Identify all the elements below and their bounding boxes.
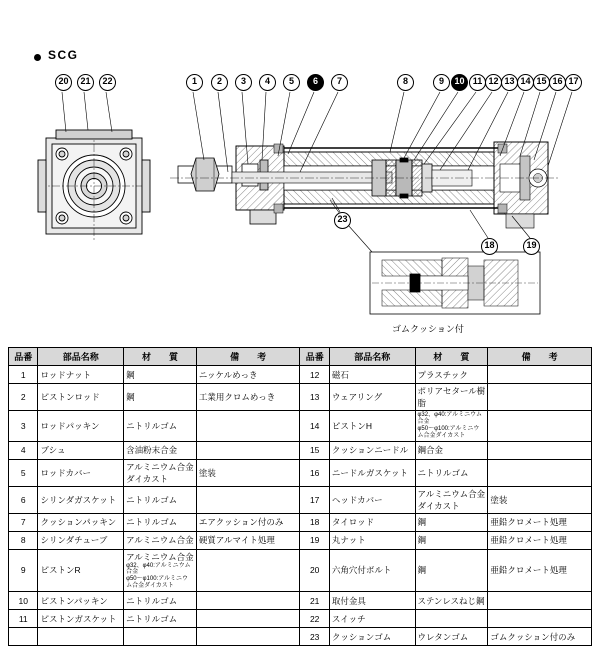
th-no-left: 品番 [9,348,38,366]
cell-remark: 塗装 [488,486,592,513]
cell-no: 12 [300,366,329,384]
cell-name: スイッチ [329,610,415,628]
cell-remark: 工業用クロムめっき [196,384,300,411]
cell-name: 六角穴付ボルト [329,549,415,592]
cell-material: アルミニウム合金ダイカスト [124,459,197,486]
cell-material [415,610,488,628]
cell-remark [196,411,300,442]
cell-name: ピストンR [38,549,124,592]
cell-name: ロッドパッキン [38,411,124,442]
table-row [9,411,592,442]
cell-remark [488,441,592,459]
cell-material: 鋼 [415,549,488,592]
cell-material: ニトリルゴム [124,610,197,628]
th-mat-right: 材 質 [415,348,488,366]
callout-18: 18 [481,238,498,255]
cell-no: 16 [300,459,329,486]
cell-material: ニトリルゴム [124,513,197,531]
cell-name: クッションパッキン [38,513,124,531]
th-name-right: 部品名称 [329,348,415,366]
table-row [9,366,592,384]
cell-name: タイロッド [329,513,415,531]
cell-remark [196,486,300,513]
callout-14: 14 [517,74,534,91]
cell-no: 2 [9,384,38,411]
cell-name: 磁石 [329,366,415,384]
callout-10: 10 [451,74,468,91]
th-rem-right: 備 考 [488,348,592,366]
cell-no: 1 [9,366,38,384]
cell-no: 3 [9,411,38,442]
callout-3: 3 [235,74,252,91]
cell-name: シリンダガスケット [38,486,124,513]
callout-9: 9 [433,74,450,91]
table-row [9,592,592,610]
table-row [9,384,592,411]
page-title: SCG [48,48,79,62]
cell-remark [488,592,592,610]
cell-material: 鋼合金 [415,441,488,459]
cell-material: アルミニウム合金 φ32、φ40:アルミニウム合金 φ50～φ100:アルミニウム合金ダイカスト [124,549,197,592]
leader-lines-left [62,92,112,132]
cell-remark [196,628,300,646]
cell-remark [196,441,300,459]
th-rem-left: 備 考 [196,348,300,366]
callout-15: 15 [533,74,550,91]
cell-no: 8 [9,531,38,549]
assembly-drawing [0,60,600,340]
cell-remark [488,366,592,384]
cell-no: 9 [9,549,38,592]
callout-1: 1 [186,74,203,91]
cell-name: シリンダチューブ [38,531,124,549]
cell-material: ニトリルゴム [124,486,197,513]
cell-no: 20 [300,549,329,592]
drawing-svg [0,60,600,340]
callout-21: 21 [77,74,94,91]
cell-material: 鋼 [124,366,197,384]
cell-no [9,628,38,646]
cell-material: ニトリルゴム [124,411,197,442]
table-header-row [9,348,592,366]
callout-8: 8 [397,74,414,91]
cell-remark: ニッケルめっき [196,366,300,384]
callout-17: 17 [565,74,582,91]
cell-no: 18 [300,513,329,531]
cell-name: クッションゴム [329,628,415,646]
cell-material: 鋼 [415,531,488,549]
cell-remark [488,610,592,628]
cell-no: 21 [300,592,329,610]
table-row [9,549,592,592]
callout-12: 12 [485,74,502,91]
callout-7: 7 [331,74,348,91]
cell-no: 22 [300,610,329,628]
cell-no: 17 [300,486,329,513]
cell-name: ロッドナット [38,366,124,384]
cell-no: 7 [9,513,38,531]
cell-no: 10 [9,592,38,610]
cell-name: ロッドカバー [38,459,124,486]
table-row [9,459,592,486]
cell-remark [196,610,300,628]
cell-material: 鋼 [124,384,197,411]
callout-20: 20 [55,74,72,91]
parts-table [8,347,592,646]
callout-16: 16 [549,74,566,91]
cell-name [38,628,124,646]
cell-material: ウレタンゴム [415,628,488,646]
cell-name: ニードルガスケット [329,459,415,486]
cell-remark [196,549,300,592]
cell-no: 4 [9,441,38,459]
cell-remark: 硬質アルマイト処理 [196,531,300,549]
cell-no: 11 [9,610,38,628]
cell-name: 丸ナット [329,531,415,549]
cell-no: 15 [300,441,329,459]
cell-name: ピストンパッキン [38,592,124,610]
table-row [9,513,592,531]
th-mat-left: 材 質 [124,348,197,366]
cell-no: 5 [9,459,38,486]
callout-11: 11 [469,74,486,91]
cell-material: φ32、φ40:アルミニウム合金 φ50～φ100:アルミニウム合金ダイカスト [415,411,488,442]
callout-5: 5 [283,74,300,91]
callout-2: 2 [211,74,228,91]
parts-table-wrapper [8,347,592,646]
cell-material: アルミニウム合金ダイカスト [415,486,488,513]
cell-remark: エアクッション付のみ [196,513,300,531]
cell-no: 23 [300,628,329,646]
table-row [9,610,592,628]
cell-material: ポリアセタール樹脂 [415,384,488,411]
cell-no: 6 [9,486,38,513]
cell-name: ピストンロッド [38,384,124,411]
cell-name: ピストンH [329,411,415,442]
cell-material: ステンレスねじ鋼 [415,592,488,610]
detail-caption: ゴムクッション付 [392,324,464,334]
cell-material: ニトリルゴム [124,592,197,610]
cell-no: 19 [300,531,329,549]
cell-material: 含油粉末合金 [124,441,197,459]
cell-name: クッションニードル [329,441,415,459]
cell-remark [196,592,300,610]
cell-material: ニトリルゴム [415,459,488,486]
cell-remark [488,459,592,486]
cell-material: プラスチック [415,366,488,384]
front-view [38,130,150,242]
callout-19: 19 [523,238,540,255]
callout-23: 23 [334,212,351,229]
cell-name: 取付金具 [329,592,415,610]
section-view [170,142,560,228]
table-row [9,441,592,459]
cell-name: ウェアリング [329,384,415,411]
cell-name: ヘッドカバー [329,486,415,513]
table-row [9,486,592,513]
callout-22: 22 [99,74,116,91]
th-name-left: 部品名称 [38,348,124,366]
cell-material [124,628,197,646]
cell-remark [488,411,592,442]
cell-name: ブシュ [38,441,124,459]
cell-remark: 亜鉛クロメート処理 [488,513,592,531]
cell-remark: 亜鉛クロメート処理 [488,549,592,592]
parts-table-body [9,366,592,646]
table-row [9,531,592,549]
cell-remark: ゴムクッション付のみ [488,628,592,646]
cell-name: ピストンガスケット [38,610,124,628]
cell-remark: 塗装 [196,459,300,486]
th-no-right: 品番 [300,348,329,366]
callout-6: 6 [307,74,324,91]
cell-remark [488,384,592,411]
cell-material: アルミニウム合金 [124,531,197,549]
cell-no: 14 [300,411,329,442]
callout-13: 13 [501,74,518,91]
cell-no: 13 [300,384,329,411]
table-row [9,628,592,646]
cell-material: 鋼 [415,513,488,531]
callout-4: 4 [259,74,276,91]
cell-remark: 亜鉛クロメート処理 [488,531,592,549]
